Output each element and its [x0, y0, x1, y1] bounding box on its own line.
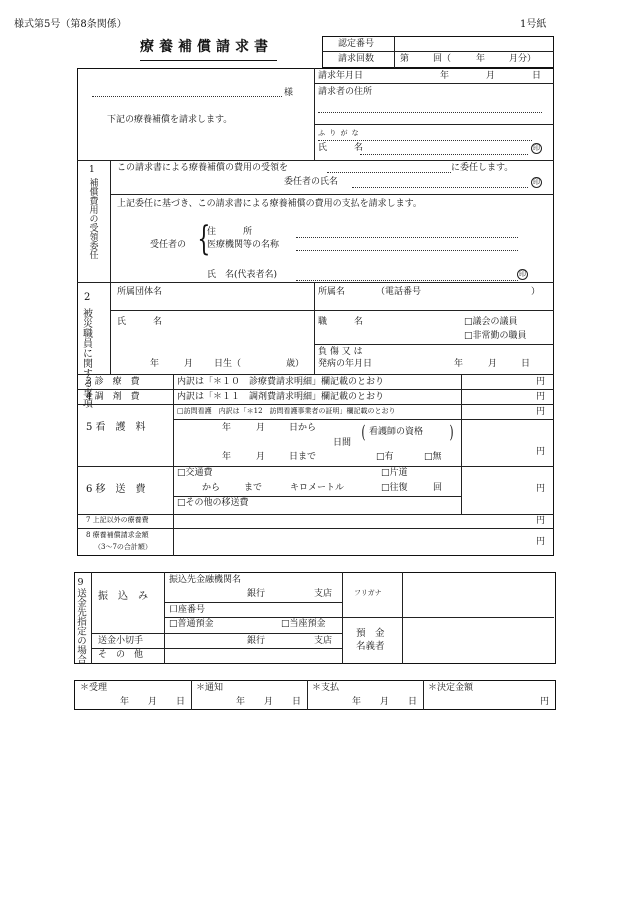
- r5-close-bracket: ): [449, 422, 454, 443]
- birth-age: 歳）: [286, 359, 305, 369]
- delegator-seal: 印: [533, 178, 540, 186]
- birth-nichi: 日生（: [214, 359, 242, 369]
- decided-yen: 円: [540, 697, 550, 707]
- ordinary-deposit-option[interactable]: □普通預金: [169, 619, 214, 629]
- nurse-qual-label: 看護師の資格: [369, 427, 424, 437]
- option-part-time[interactable]: □非常勤の職員: [464, 331, 527, 341]
- injury-nen: 年: [454, 359, 464, 369]
- o1-nen: 年: [120, 697, 130, 707]
- injury-label-1: 負 傷 又 は: [318, 347, 363, 357]
- claimant-name-label: 氏 名: [318, 143, 364, 153]
- sec2-label: 被災職員に関する事項: [80, 308, 92, 408]
- r5-open-bracket: (: [361, 422, 366, 443]
- count-month: 月分）: [509, 54, 537, 64]
- recipient-name-label: 氏 名(代表者名): [207, 270, 278, 280]
- birth-gatsu: 月: [184, 359, 194, 369]
- oneway-option[interactable]: □片道: [381, 468, 408, 478]
- r5-from-nichi: 日から: [289, 423, 317, 433]
- row3-unit: 円: [536, 377, 546, 387]
- claim-statement: 下記の療養補償を請求します。: [107, 115, 233, 125]
- other-label: そ の 他: [98, 650, 144, 660]
- r5-to-gatsu: 月: [256, 452, 266, 462]
- claimant-seal: 印: [533, 144, 540, 152]
- r6-times: 回: [433, 483, 443, 493]
- holder-label: 預 金 名義者: [356, 628, 385, 653]
- row7-unit: 円: [536, 516, 546, 526]
- notified-label: ＊通知: [196, 683, 224, 693]
- row5-unit: 円: [536, 407, 546, 417]
- o3-gatsu: 月: [380, 697, 390, 707]
- claim-count-label: 請求回数: [338, 54, 375, 64]
- row4-unit: 円: [536, 392, 546, 402]
- recipient-brace: {: [197, 219, 211, 259]
- form-number: 様式第5号（第8条関係）: [14, 19, 127, 30]
- victim-name-label: 氏 名: [117, 317, 163, 327]
- o2-gatsu: 月: [264, 697, 274, 707]
- org-label: 所属団体名: [117, 287, 163, 297]
- check-bank-suffix: 銀行: [247, 636, 266, 646]
- check-branch-suffix: 支店: [314, 636, 333, 646]
- recipient-address-label: 住 所: [207, 227, 253, 237]
- option-council-member[interactable]: □議会の議員: [464, 317, 518, 327]
- o3-nichi: 日: [408, 697, 418, 707]
- o1-gatsu: 月: [148, 697, 158, 707]
- row7-label: 7 上記以外の療養費: [86, 516, 149, 524]
- claim-nen: 年: [440, 71, 450, 81]
- nurse-no[interactable]: □無: [424, 452, 442, 462]
- r5-to-nen: 年: [222, 452, 232, 462]
- round-option[interactable]: □往復: [381, 483, 408, 493]
- claim-date-label: 請求年月日: [318, 71, 364, 81]
- row6-unit: 円: [536, 484, 546, 494]
- paid-label: ＊支払: [312, 683, 340, 693]
- remittance-box: [74, 572, 556, 664]
- injury-label-2: 発病の年月日: [318, 359, 373, 369]
- sec1-line1b: に委任します。: [451, 163, 514, 173]
- furigana-label: ふ り が な: [318, 129, 360, 137]
- claimant-address-label: 請求者の住所: [318, 87, 373, 97]
- o2-nen: 年: [236, 697, 246, 707]
- row6-label: 6 移 送 費: [86, 484, 146, 495]
- claim-gatsu: 月: [486, 71, 496, 81]
- r6-km: キロメートル: [290, 483, 345, 493]
- check-label: 送金小切手: [98, 636, 144, 646]
- recipient-institution-label: 医療機関等の名称: [207, 240, 280, 250]
- row3-detail: 内訳は「＊１０ 診療費請求明細」欄記載のとおり: [177, 377, 385, 387]
- sec2-number: 2: [84, 292, 91, 303]
- cert-number-label: 認定番号: [338, 39, 375, 49]
- row5-detail[interactable]: □訪問看護 内訳は「＊12 訪問看護事業者の証明」欄記載のとおり: [177, 407, 396, 415]
- row4-detail: 内訳は「＊１１ 調剤費請求明細」欄記載のとおり: [177, 392, 385, 402]
- row8-label: 8 療養補償請求金額: [86, 531, 149, 539]
- decided-amount-label: ＊決定金額: [428, 683, 474, 693]
- count-kai: 回（: [433, 54, 452, 64]
- r5-from-gatsu: 月: [256, 423, 266, 433]
- row5-label: 5 看 護 料: [86, 422, 146, 433]
- sec9-label: 9送金先指定の場合: [74, 577, 86, 664]
- row5-unit2: 円: [536, 447, 546, 457]
- row8-sublabel: （3～7の合計額）: [94, 543, 152, 551]
- r6-from: から: [202, 483, 221, 493]
- o3-nen: 年: [352, 697, 362, 707]
- phone-label: （電話番号: [376, 287, 422, 297]
- r5-to-nichi: 日まで: [289, 452, 317, 462]
- sheet-number: 1号紙: [520, 19, 547, 30]
- r5-days: 日間: [333, 438, 352, 448]
- transfer-label: 振 込 み: [98, 591, 148, 602]
- bank-suffix: 銀行: [247, 589, 266, 599]
- sec1-label: 補償費用の受領委任: [87, 178, 98, 259]
- branch-suffix: 支店: [314, 589, 333, 599]
- recipient-label: 受任者の: [150, 240, 187, 250]
- count-dai: 第: [400, 54, 410, 64]
- page-title: 療養補償請求書: [140, 39, 273, 55]
- recipient-seal: 印: [519, 270, 526, 278]
- row4-label: 4 調 剤 費: [86, 392, 140, 402]
- sec1-number: 1: [89, 165, 95, 175]
- row8-unit: 円: [536, 537, 546, 547]
- injury-nichi: 日: [521, 359, 531, 369]
- injury-gatsu: 月: [488, 359, 498, 369]
- transport-option[interactable]: □交通費: [177, 468, 213, 478]
- o1-nichi: 日: [176, 697, 186, 707]
- other-transport-option[interactable]: □その他の移送費: [177, 498, 249, 508]
- sec1-line2: 上記委任に基づき、この請求書による療養補償の費用の支払を請求します。: [117, 199, 422, 209]
- row3-label: 3 診 療 費: [86, 377, 140, 387]
- claim-nichi: 日: [532, 71, 542, 81]
- dept-label: 所属名: [318, 287, 346, 297]
- o2-nichi: 日: [292, 697, 302, 707]
- sec9-furigana: フリガナ: [354, 589, 382, 597]
- bank-name-label: 振込先金融機関名: [169, 575, 242, 585]
- r6-to: まで: [244, 483, 263, 493]
- phone-close: ）: [531, 287, 541, 297]
- received-label: ＊受理: [80, 683, 108, 693]
- count-nen: 年: [476, 54, 486, 64]
- birth-nen: 年: [150, 359, 160, 369]
- delegator-label: 委任者の氏名: [284, 177, 339, 187]
- sec1-line1: この請求書による療養補償の費用の受領を: [117, 163, 289, 173]
- nurse-yes[interactable]: □有: [376, 452, 394, 462]
- job-title-label: 職 名: [318, 317, 364, 327]
- account-number-label: 口座番号: [169, 605, 206, 615]
- current-deposit-option[interactable]: □当座預金: [281, 619, 326, 629]
- r5-from-nen: 年: [222, 423, 232, 433]
- sama: 様: [284, 88, 294, 98]
